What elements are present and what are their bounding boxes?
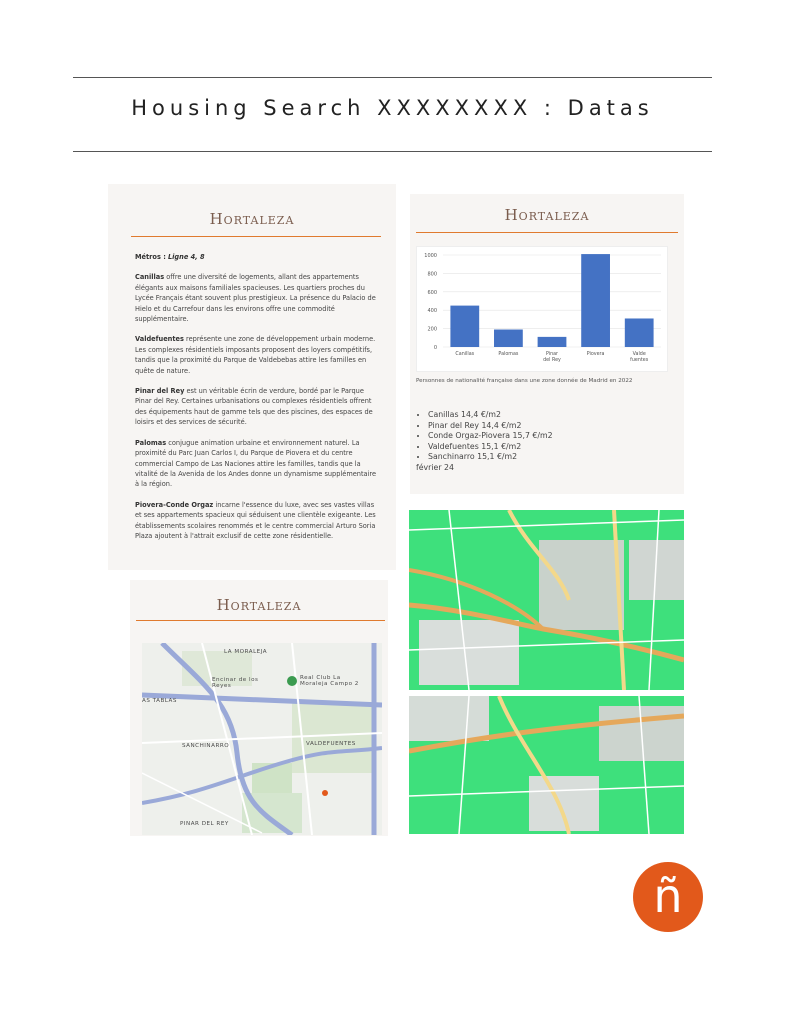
map-label-las-tablas: AS TABLAS bbox=[142, 698, 177, 704]
district-map-south[interactable] bbox=[409, 696, 684, 834]
x-tick-label: Pinar del Rey bbox=[543, 352, 561, 363]
x-tick-label: Canillas bbox=[455, 352, 475, 357]
title-underline bbox=[416, 232, 678, 233]
chart-caption: Personnes de nationalité française dans une zone donnée de Madrid en 2022 bbox=[416, 378, 633, 384]
price-item: • Valdefuentes 15,1 €/m2 bbox=[428, 442, 676, 453]
metros-value: Ligne 4, 8 bbox=[167, 253, 205, 261]
section-canillas bbox=[135, 272, 379, 324]
y-tick-label: 800 bbox=[427, 271, 437, 278]
card-title: Hortaleza bbox=[216, 596, 302, 614]
section-text: représente une zone de développement urbain moderne. Les complexes résidentiels imposants proposent des loyers compétitifs, tandis que la proximité du Parque de Valdebebas attire les familles en quête de nature. bbox=[135, 335, 376, 375]
section-name: Piovera-Conde Orgaz bbox=[135, 500, 214, 509]
map-label-real-club: Real Club La Moraleja Campo 2 bbox=[300, 675, 359, 687]
bar bbox=[581, 254, 610, 347]
map-label-encinar: Encinar de los Reyes bbox=[212, 677, 259, 689]
section-name: Pinar del Rey bbox=[135, 387, 185, 396]
metros-label: Métros : bbox=[135, 253, 166, 261]
bar-chart bbox=[416, 246, 668, 372]
bar-chart-svg bbox=[417, 247, 667, 371]
metro-lines bbox=[135, 252, 379, 262]
bar bbox=[450, 306, 479, 347]
map-card bbox=[130, 580, 388, 836]
road-map-svg bbox=[142, 643, 382, 835]
map-label-valdefuentes: VALDEFUENTES bbox=[306, 741, 356, 747]
section-name: Palomas bbox=[135, 438, 167, 447]
price-item: • Pinar del Rey 14,4 €/m2 bbox=[428, 421, 676, 432]
section-pinar-del-rey bbox=[135, 386, 379, 428]
bar bbox=[494, 330, 523, 347]
date-note: février 24 bbox=[416, 462, 454, 472]
section-name: Canillas bbox=[135, 273, 165, 282]
bottom-rule bbox=[73, 151, 712, 152]
x-tick-label: Valde fuentes bbox=[630, 352, 649, 363]
card-title: Hortaleza bbox=[504, 206, 590, 224]
price-item: • Sanchinarro 15,1 €/m2 bbox=[428, 452, 676, 463]
statistics-card bbox=[410, 194, 684, 494]
map-label-la-moraleja: LA MORALEJA bbox=[224, 649, 268, 655]
road-map[interactable] bbox=[142, 643, 382, 835]
section-text: conjugue animation urbaine et environnement naturel. La proximité du Parc Juan Carlos I, du Parque de Piovera et du centre commercial Campo de Las Naciones attire les familles, tandis que la vitalité de la Avenida de los Andes donne un dynamisme supplémentaire à la région. bbox=[135, 438, 377, 489]
price-item: • Canillas 14,4 €/m2 bbox=[428, 410, 676, 421]
map-label-pinar-del-rey: PINAR DEL REY bbox=[180, 821, 229, 827]
y-tick-label: 0 bbox=[433, 345, 437, 351]
district-map-north-svg bbox=[409, 510, 684, 690]
section-piovera-conde-orgaz bbox=[135, 500, 379, 542]
district-map-north[interactable] bbox=[409, 510, 684, 690]
section-text: offre une diversité de logements, allant des appartements élégants aux maisons familiales spacieuses. Les quartiers proches du Lycée Français étant souvent plus prestigieux. La présence du Palacio de Hielo et du Carrefour dans les environs offre une commodité supplémentaire. bbox=[135, 273, 376, 324]
x-tick-label: Piovera bbox=[586, 352, 605, 357]
section-text: est un véritable écrin de verdure, bordé par le Parque Pinar del Rey. Certaines urbanisations ou complexes résidentiels offrent des équipements haut de gamme tels que des piscines, des espaces de loisirs et des services de sécurité. bbox=[135, 387, 373, 427]
top-rule bbox=[73, 77, 712, 78]
y-tick-label: 400 bbox=[427, 308, 437, 315]
x-tick-label: Palomas bbox=[498, 352, 519, 357]
price-item: • Conde Orgaz-Piovera 15,7 €/m2 bbox=[428, 431, 676, 442]
brand-logo bbox=[633, 862, 703, 932]
page-title: Housing Search XXXXXXXX : Datas bbox=[131, 96, 654, 120]
bar bbox=[625, 318, 654, 347]
bar bbox=[538, 337, 567, 347]
logo-mark: ñ bbox=[653, 869, 683, 923]
section-name: Valdefuentes bbox=[135, 335, 184, 344]
y-tick-label: 200 bbox=[427, 326, 437, 333]
rent-price-list bbox=[416, 410, 676, 473]
map-label-sanchinarro: SANCHINARRO bbox=[182, 743, 230, 749]
y-tick-label: 1000 bbox=[424, 253, 437, 259]
section-valdefuentes bbox=[135, 334, 379, 376]
title-underline bbox=[131, 236, 381, 237]
district-map-south-svg bbox=[409, 696, 684, 834]
y-tick-label: 600 bbox=[427, 289, 437, 296]
district-description bbox=[135, 252, 379, 551]
title-underline bbox=[136, 620, 385, 621]
card-title: Hortaleza bbox=[209, 210, 295, 228]
section-palomas bbox=[135, 438, 379, 490]
section-text: incarne l'essence du luxe, avec ses vastes villas et ses appartements spacieux qui séduisent une clientèle exigeante. Les établissements scolaires renommés et le centre commercial Arturo Soria Plaza ajoutent à l'attrait exclusif de cette zone résidentielle. bbox=[135, 500, 376, 540]
district-description-card bbox=[108, 184, 396, 570]
